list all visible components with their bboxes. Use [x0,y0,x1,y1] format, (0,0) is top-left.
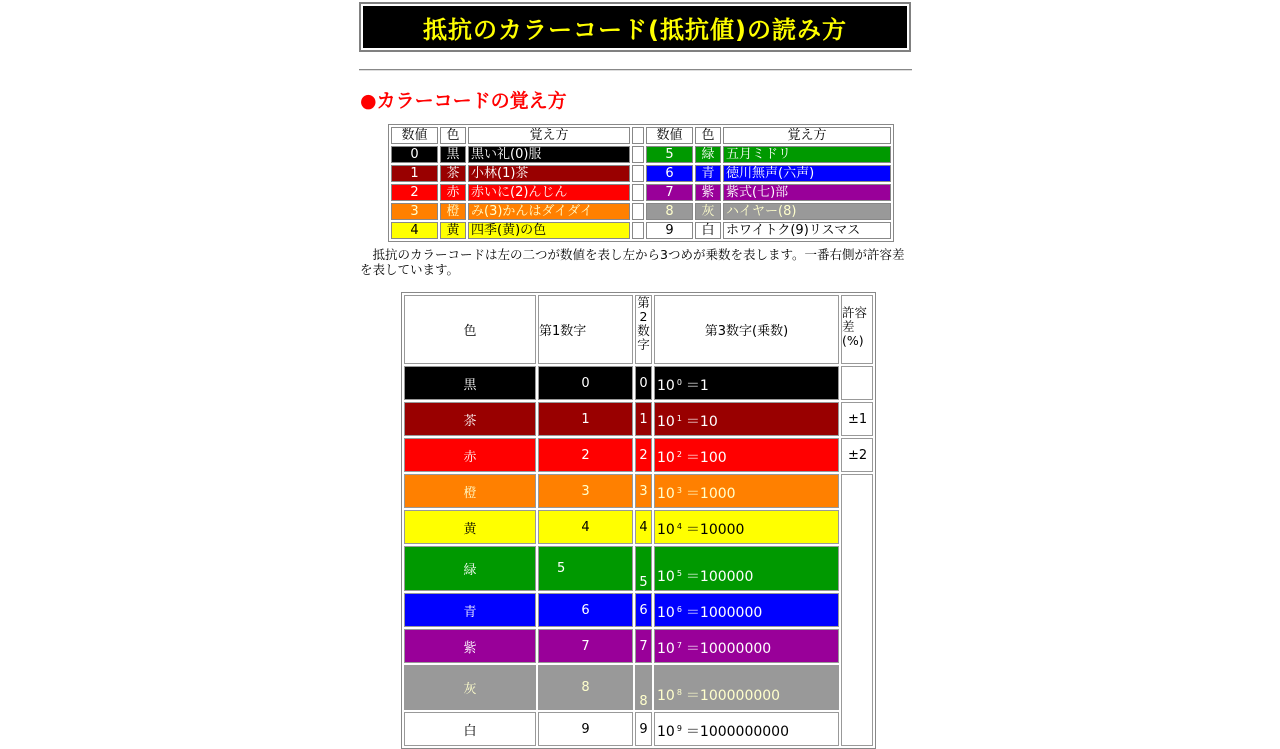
row-digit1: 3 [538,474,633,508]
mnemonic-memo: ハイヤー(8) [723,203,891,220]
multiplier-value: ＝10 [685,414,718,430]
row-color-name: 赤 [404,438,536,472]
mnemonic-color: 灰 [695,203,721,220]
row-digit2: 3 [635,474,652,508]
row-digit1: 6 [538,593,633,627]
row-digit1: 8 [538,665,633,710]
mnemonic-number: 0 [391,146,438,163]
multiplier-exponent: 1 [676,414,682,423]
header-color: 色 [404,295,536,364]
multiplier-exponent: 8 [676,688,682,697]
mnemonic-number: 3 [391,203,438,220]
header-digit2: 第2数字 [635,295,652,364]
spacer-cell [632,165,644,182]
description-text: 抵抗のカラーコードは左の二つが数値を表し左から3つめが乗数を表します。一番右側が許容差を表しています。 [360,247,905,277]
row-color-name: 白 [404,712,536,746]
mnemonic-color: 紫 [695,184,721,201]
spacer-cell [632,146,644,163]
multiplier-value: ＝1000 [685,486,736,502]
mnemonic-memo: 五月ミドリ [723,146,891,163]
multiplier-exponent: 5 [676,569,682,578]
row-multiplier [654,474,839,508]
tolerance-empty [841,474,873,746]
multiplier-base: 10 [657,414,675,430]
multiplier-value: ＝100 [685,450,727,466]
multiplier-base: 10 [657,688,675,704]
row-color-name: 茶 [404,402,536,436]
row-digit2: 9 [635,712,652,746]
spacer-cell [632,184,644,201]
multiplier-exponent: 2 [676,450,682,459]
mnemonic-row [391,203,891,220]
row-digit1: 7 [538,629,633,663]
header-color: 色 [440,127,466,144]
multiplier-exponent: 0 [676,378,682,387]
mnemonic-row [391,146,891,163]
mnemonic-header-row [391,127,891,144]
row-digit2: 5 [635,546,652,591]
mnemonic-color: 緑 [695,146,721,163]
header-color: 色 [695,127,721,144]
spacer-cell [632,222,644,239]
row-multiplier [654,712,839,746]
row-multiplier [654,546,839,591]
row-digit1: 2 [538,438,633,472]
mnemonic-memo: ホワイトク(9)リスマス [723,222,891,239]
section-heading: ●カラーコードの覚え方 [360,90,567,112]
row-tolerance: ±1 [841,402,873,436]
mnemonic-color: 黒 [440,146,466,163]
mnemonic-number: 6 [646,165,693,182]
row-digit1: 9 [538,712,633,746]
mnemonic-memo: 赤いに(2)んじん [468,184,630,201]
mnemonic-memo: 黒い礼(0)服 [468,146,630,163]
mnemonic-row [391,222,891,239]
multiplier-value: ＝10000 [685,522,745,538]
row-multiplier [654,629,839,663]
table-header-row [404,295,873,364]
page-title: 抵抗のカラーコード(抵抗値)の読み方 [423,15,847,44]
header-memo: 覚え方 [723,127,891,144]
row-color-name: 黄 [404,510,536,544]
mnemonic-color: 赤 [440,184,466,201]
mnemonic-color: 橙 [440,203,466,220]
table-row [404,510,873,544]
table-row [404,629,873,663]
mnemonic-number: 2 [391,184,438,201]
mnemonic-memo: 紫式(七)部 [723,184,891,201]
row-color-name: 青 [404,593,536,627]
row-digit2: 7 [635,629,652,663]
row-digit2: 4 [635,510,652,544]
row-digit1: 4 [538,510,633,544]
table-row [404,438,873,472]
mnemonic-row [391,184,891,201]
multiplier-base: 10 [657,522,675,538]
multiplier-base: 10 [657,378,675,394]
multiplier-base: 10 [657,450,675,466]
row-color-name: 紫 [404,629,536,663]
mnemonic-color: 黄 [440,222,466,239]
row-digit2: 6 [635,593,652,627]
row-color-name: 黒 [404,366,536,400]
multiplier-exponent: 7 [676,641,682,650]
multiplier-value: ＝100000000 [685,688,781,704]
page-title-box [359,2,911,52]
multiplier-value: ＝1 [685,378,709,394]
row-digit2: 8 [635,665,652,710]
row-multiplier [654,438,839,472]
mnemonic-number: 1 [391,165,438,182]
row-color-name: 緑 [404,546,536,591]
mnemonic-memo: 四季(黄)の色 [468,222,630,239]
row-digit1: 5 [538,546,633,591]
table-row [404,712,873,746]
header-tolerance: 許容差(%) [841,295,873,364]
multiplier-value: ＝100000 [685,569,754,585]
mnemonic-color: 白 [695,222,721,239]
row-multiplier [654,593,839,627]
row-digit2: 2 [635,438,652,472]
description-paragraph [360,247,915,277]
mnemonic-number: 9 [646,222,693,239]
table-row [404,593,873,627]
mnemonic-number: 5 [646,146,693,163]
multiplier-exponent: 9 [676,724,682,733]
multiplier-base: 10 [657,724,675,740]
row-multiplier [654,402,839,436]
header-number: 数値 [646,127,693,144]
table-row [404,402,873,436]
row-color-name: 灰 [404,665,536,710]
multiplier-value: ＝1000000 [685,605,763,621]
multiplier-base: 10 [657,569,675,585]
mnemonic-color: 茶 [440,165,466,182]
row-tolerance [841,366,873,400]
color-code-table [401,292,876,749]
mnemonic-row [391,165,891,182]
table-row [404,665,873,710]
multiplier-value: ＝10000000 [685,641,772,657]
row-digit2: 0 [635,366,652,400]
multiplier-exponent: 4 [676,522,682,531]
multiplier-value: ＝1000000000 [685,724,789,740]
horizontal-rule [359,69,912,71]
page-title-banner [363,6,907,48]
mnemonic-number: 8 [646,203,693,220]
spacer-cell [632,203,644,220]
table-row [404,546,873,591]
row-multiplier [654,510,839,544]
header-digit1: 第1数字 [538,295,633,364]
mnemonic-memo: 徳川無声(六声) [723,165,891,182]
multiplier-exponent: 6 [676,605,682,614]
mnemonic-table [388,124,894,242]
row-tolerance: ±2 [841,438,873,472]
row-digit2: 1 [635,402,652,436]
mnemonic-memo: み(3)かんはダイダイ [468,203,630,220]
row-multiplier [654,665,839,710]
mnemonic-color: 青 [695,165,721,182]
header-number: 数値 [391,127,438,144]
multiplier-base: 10 [657,641,675,657]
spacer-cell [632,127,644,144]
mnemonic-number: 7 [646,184,693,201]
header-memo: 覚え方 [468,127,630,144]
multiplier-base: 10 [657,486,675,502]
mnemonic-memo: 小林(1)茶 [468,165,630,182]
multiplier-base: 10 [657,605,675,621]
row-digit1: 1 [538,402,633,436]
row-multiplier [654,366,839,400]
multiplier-exponent: 3 [676,486,682,495]
row-color-name: 橙 [404,474,536,508]
row-digit1: 0 [538,366,633,400]
mnemonic-number: 4 [391,222,438,239]
header-multiplier: 第3数字(乗数) [654,295,839,364]
table-row [404,366,873,400]
table-row [404,474,873,508]
